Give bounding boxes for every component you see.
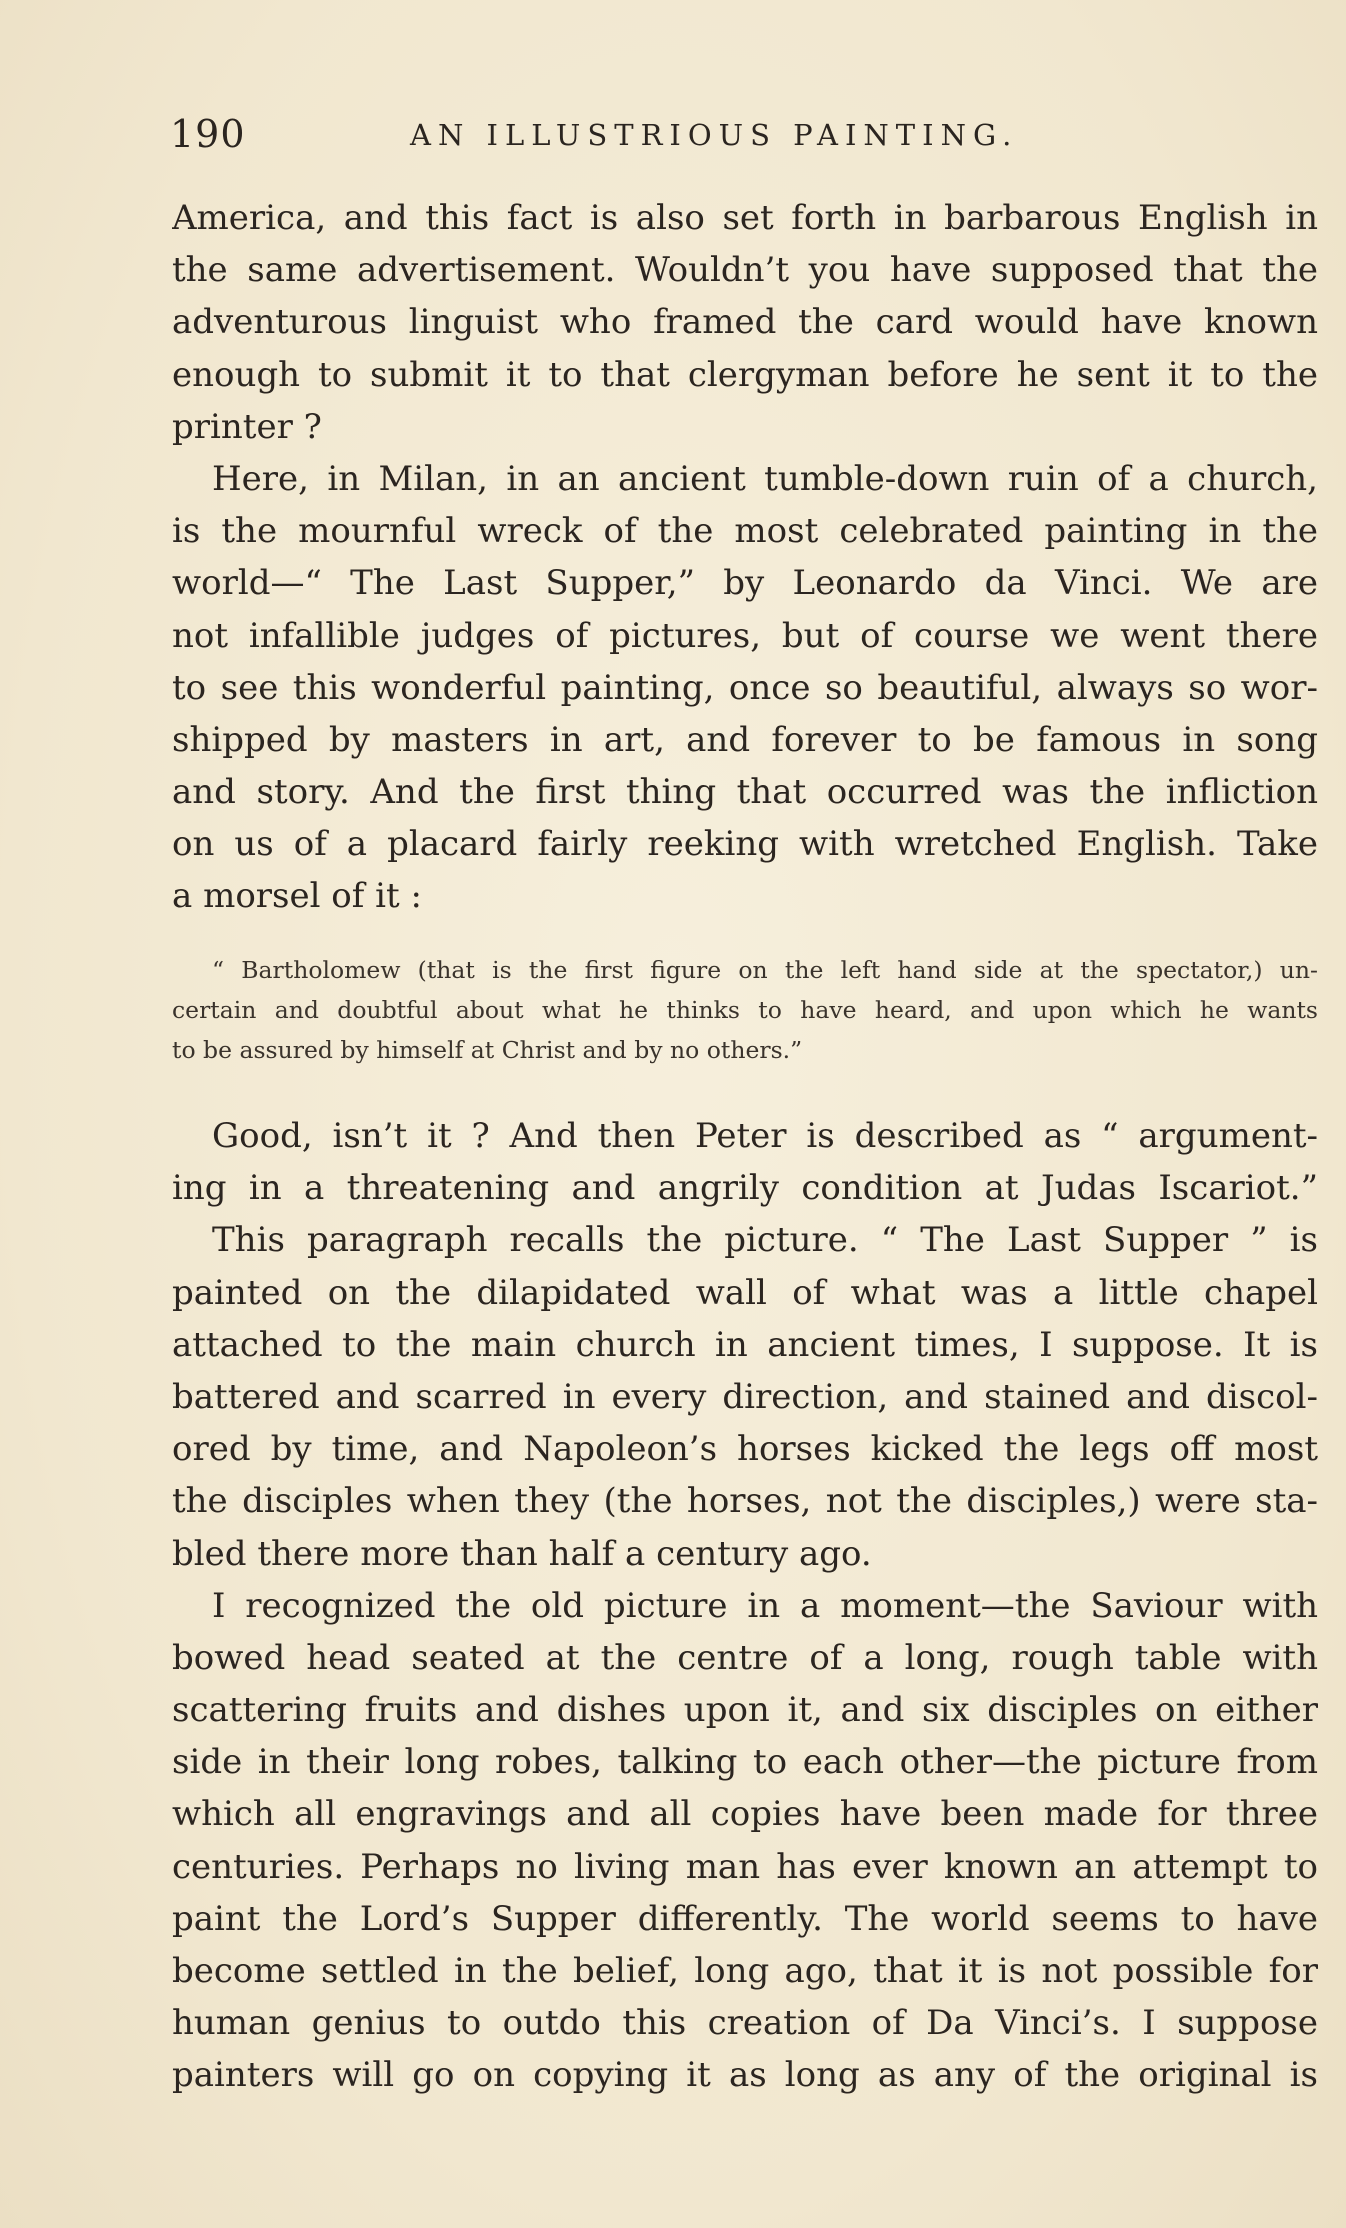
text-line: This paragraph recalls the picture. “ The Last Supper ” is (212, 1220, 1318, 1261)
text-line: ored by time, and Napoleon’s horses kicked the legs off most (172, 1429, 1318, 1470)
text-line: not infallible judges of pictures, but of course we went there (172, 615, 1318, 656)
quote-line: “ Bartholomew (that is the first figure on the left hand side at the spectator,) un- (212, 956, 1318, 984)
quote-line: certain and doubtful about what he thinks to have heard, and upon which he wants (172, 996, 1318, 1024)
text-line: attached to the main church in ancient times, I suppose. It is (172, 1324, 1318, 1365)
text-line: battered and scarred in every direction, and stained and discol- (172, 1376, 1318, 1417)
text-line: is the mournful wreck of the most celebrated painting in the (172, 511, 1318, 552)
text-line: human genius to outdo this creation of Da Vinci’s. I suppose (172, 2003, 1318, 2044)
text-block-before-quote (172, 192, 1318, 923)
running-head (170, 112, 1320, 162)
text-line: America, and this fact is also set forth in barbarous English in (172, 198, 1318, 238)
text-line: become settled in the belief, long ago, that it is not possible for (172, 1951, 1318, 1991)
text-line: the same advertisement. Wouldn’t you have supposed that the (172, 250, 1318, 291)
block-quote (172, 950, 1318, 1070)
text-line: shipped by masters in art, and forever to be famous in song (172, 719, 1318, 760)
text-line: I recognized the old picture in a moment—the Saviour with (212, 1585, 1318, 1626)
text-line: and story. And the first thing that occurred was the infliction (172, 772, 1318, 813)
quote-line: to be assured by himself at Christ and by no others.” (172, 1036, 803, 1064)
text-line: bled there more than half a century ago. (172, 1533, 872, 1574)
page-number: 190 (170, 112, 246, 156)
text-line: enough to submit it to that clergyman before he sent it to the (172, 354, 1318, 395)
text-line: Here, in Milan, in an ancient tumble-down ruin of a church, (212, 458, 1318, 499)
text-line: painters will go on copying it as long as any of the original is (172, 2055, 1318, 2096)
text-line: bowed head seated at the centre of a long, rough table with (172, 1637, 1318, 1678)
text-line: painted on the dilapidated wall of what was a little chapel (172, 1272, 1318, 1313)
text-line: paint the Lord’s Supper differently. The world seems to have (172, 1898, 1318, 1939)
text-line: Good, isn’t it ? And then Peter is described as “ argument- (212, 1116, 1318, 1156)
text-line: printer ? (172, 406, 322, 447)
text-line: which all engravings and all copies have been made for three (172, 1794, 1318, 1835)
text-line: centuries. Perhaps no living man has ever known an attempt to (172, 1846, 1318, 1887)
text-line: ing in a threatening and angrily condition at Judas Iscariot.” (172, 1168, 1318, 1209)
text-line: on us of a placard fairly reeking with wretched English. Take (172, 824, 1318, 865)
text-line: world—“ The Last Supper,” by Leonardo da Vinci. We are (172, 563, 1318, 604)
text-line: adventurous linguist who framed the card would have known (172, 302, 1318, 343)
text-line: the disciples when they (the horses, not the disciples,) were sta- (172, 1481, 1318, 1522)
running-title: AN ILLUSTRIOUS PAINTING. (410, 118, 1019, 152)
text-line: to see this wonderful painting, once so beautiful, always so wor- (172, 667, 1318, 708)
text-block-after-quote (172, 1110, 1318, 2102)
text-line: scattering fruits and dishes upon it, and six disciples on either (172, 1690, 1318, 1731)
text-line: a morsel of it : (172, 876, 422, 917)
text-line: side in their long robes, talking to each other—the picture from (172, 1742, 1318, 1783)
